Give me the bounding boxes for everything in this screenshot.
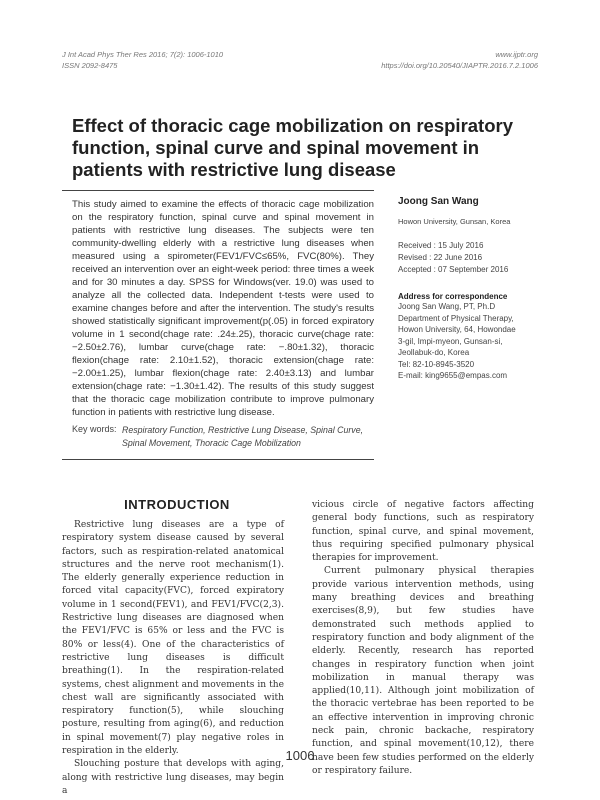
page-number: 1006 [285, 748, 315, 763]
corr-line: Department of Physical Therapy, [398, 313, 514, 323]
intro-paragraph: Restrictive lung diseases are a type of respiratory system disease caused by several factors, such as respiration-related anatomical structures and the nerve root mechanism(1). The elderly generally experience reduction in forced vital capacity(FVC), forced expiratory volume in 1 second(FEV1), and FEV1/FVC(2,3). Restrictive lung diseases are diagnosed when the FEV1/FVC is 65% or less and the FVC is 80% or less(4). One of the characteristics of restrictive lung diseases is difficult breathing(1). In the respiration-related systems, chest alignment and movements in the chest wall are significantly associated with respiratory function(5), while slouching posture, resulting from aging(6), and reduction in spinal movement(7) play negative roles in respiration in the elderly. [62, 520, 284, 757]
corr-email[interactable]: E-mail: king9655@empas.com [398, 371, 508, 380]
journal-url[interactable]: www.ijptr.org [495, 50, 538, 59]
section-heading-introduction: INTRODUCTION [124, 497, 230, 512]
intro-paragraph: Slouching posture that develops with aging, along with restrictive lung diseases, may begin a [62, 759, 284, 796]
doi-link[interactable]: https://doi.org/10.20540/JIAPTR.2016.7.2.1006 [381, 61, 538, 70]
corr-line: Howon University, 64, Howondae [398, 325, 516, 334]
intro-paragraph: Current pulmonary physical therapies provide various intervention methods, using many breathing devices and breathing exercises(8,9), but few studies have demonstrated such methods applied to respiratory function and body alignment of the elderly. Recently, research has reported changes in respiratory function when joint mobilization in manual therapy was applied(10,11). Although joint mobilization of the thoracic vertebrae has been reported to be an effective intervention in improving chronic neck pain, chronic backache, respiratory function, and spinal movement(10,12), there have been few studies performed on the elderly or respiratory failure. [312, 566, 534, 776]
keywords-label: Key words: [72, 424, 117, 434]
keywords-text: Respiratory Function, Restrictive Lung Disease, Spinal Curve, Spinal Movement, Thoracic Cage Mobilization [122, 425, 364, 448]
corr-line: 3-gil, Impi-myeon, Gunsan-si, [398, 336, 503, 346]
corr-line: Joong San Wang, PT, Ph.D [398, 302, 496, 311]
corr-line: Jeollabuk-do, Korea [398, 348, 470, 357]
intro-paragraph: vicious circle of negative factors affecting general body functions, such as respiratory function, spinal curve, and spinal movement, thus requiring specified pulmonary physical therapies for improvement. [312, 500, 534, 564]
revised-date: Revised : 22 June 2016 [398, 253, 483, 262]
correspondence-block [398, 301, 558, 382]
received-date: Received : 15 July 2016 [398, 241, 484, 250]
journal-header-left [62, 49, 223, 71]
journal-header-right [381, 49, 538, 71]
intro-right-column [312, 499, 534, 778]
journal-citation: J Int Acad Phys Ther Res 2016; 7(2): 1006-1010 [62, 50, 224, 59]
accepted-date: Accepted : 07 September 2016 [398, 265, 509, 274]
correspondence-heading: Address for correspondence [398, 292, 508, 301]
corr-phone: Tel: 82-10-8945-3520 [398, 359, 475, 369]
journal-issn: ISSN 2092-8475 [62, 61, 118, 70]
author-affiliation: Howon University, Gunsan, Korea [398, 217, 511, 226]
paper-title: Effect of thoracic cage mobilization on respiratory function, spinal curve and spinal movement in patients with restrictive lung disease [72, 115, 514, 180]
article-dates [398, 240, 558, 276]
author-name: Joong San Wang [398, 196, 479, 207]
author-sidebar [398, 196, 558, 382]
abstract-text: This study aimed to examine the effects of thoracic cage mobilization on the respiratory function, spinal curve and spinal movement in patients with restrictive lung diseases. The subjects were ten community-dwelling elderly with a restrictive lung diseases when measured using a spirometer(FEV1/FVC≤65%, FVC(80%). They received an intervention over an eight-week period: three times a week and for 30 minutes a day. SPSS for Windows(ver. 19.0) was used to analyze all the collected data. Independent t-tests were used to examine changes before and after the intervention. The study's results showed statistically significant improvement(p(.05) in forced expiratory volume in 1 second(chage rate: .24±.25), thoracic curve(chage rate: −2.50±2.76), lumbar curve(chage rate: −.80±1.32), thoracic flexion(chage rate: 2.10±1.52), thoracic extension(chage rate: −2.00±1.25), lumbar flexion(chage rate: 2.40±3.13) and lumbar extension(chage rate: −1.30±1.42). The results of this study suggest that the thoracic cage mobilization contribute to improve pulmonary function in patients with restrictive lung disease. [72, 199, 374, 418]
